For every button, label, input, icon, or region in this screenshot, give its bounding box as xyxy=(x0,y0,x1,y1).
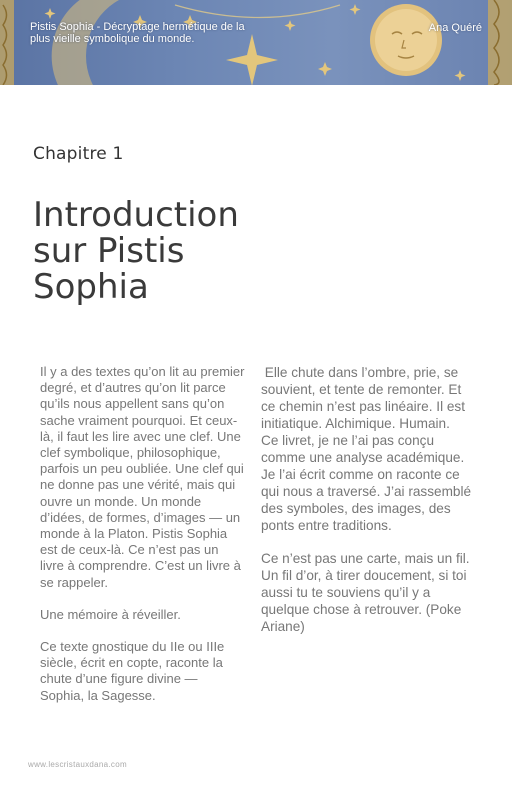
right-column xyxy=(261,364,476,635)
page-title xyxy=(33,197,293,305)
paragraph: Une mémoire à réveiller. xyxy=(40,606,181,622)
sun-face-icon xyxy=(370,4,442,76)
paragraph: Ce n’est pas une carte, mais un fil. Un fil d’or, à tirer doucement, si toi aussi tu te souviens qu’il y a quelque chose à retrouver. (Poke Ariane) xyxy=(261,551,470,634)
paragraph: Ce livret, je ne l’ai pas conçu comme une analyse académique. Je l’ai écrit comme on raconte ce qui nous a traversé. J’ai rassemblé des symboles, des images, des ponts entre traditions. xyxy=(261,433,472,533)
title-line: Sophia xyxy=(33,267,149,307)
title-line: Introduction xyxy=(33,195,239,235)
paragraph: Il y a des textes qu’on lit au premier degré, et d’autres qu’on lit parce qu’ils nous appellent sans qu’on sache vraiment pourquoi. Et ceux-là, il faut les lire avec une clef. Une clef symbolique, philosophique, parfois un peu oubliée. Une clef qui ne donne pas une vérité, mais qui ouvre un monde. Un monde d’idées, de formes, d’images — un monde à la Platon. Pistis Sophia est de ceux-là. Ce n’est pas un livre à comprendre. C’est un livre à se rappeler. xyxy=(40,364,245,590)
paragraph: Ce texte gnostique du IIe ou IIIe siècle, écrit en copte, raconte la chute d’une figure divine — Sophia, la Sagesse. xyxy=(40,639,225,703)
chapter-label: Chapitre 1 xyxy=(33,144,124,164)
header-banner xyxy=(0,0,512,85)
banner-title: Pistis Sophia - Décryptage hermétique de la plus vieille symbolique du monde. xyxy=(30,21,245,45)
title-line: sur Pistis xyxy=(33,231,185,271)
footer-url[interactable]: www.lescristauxdana.com xyxy=(28,760,127,769)
paragraph: Elle chute dans l’ombre, prie, se souvient, et tente de remonter. Et ce chemin n’est pas linéaire. Il est initiatique. Alchimique. Humain. xyxy=(261,365,469,431)
left-column xyxy=(40,364,245,704)
banner-author: Ana Quéré xyxy=(428,22,482,34)
